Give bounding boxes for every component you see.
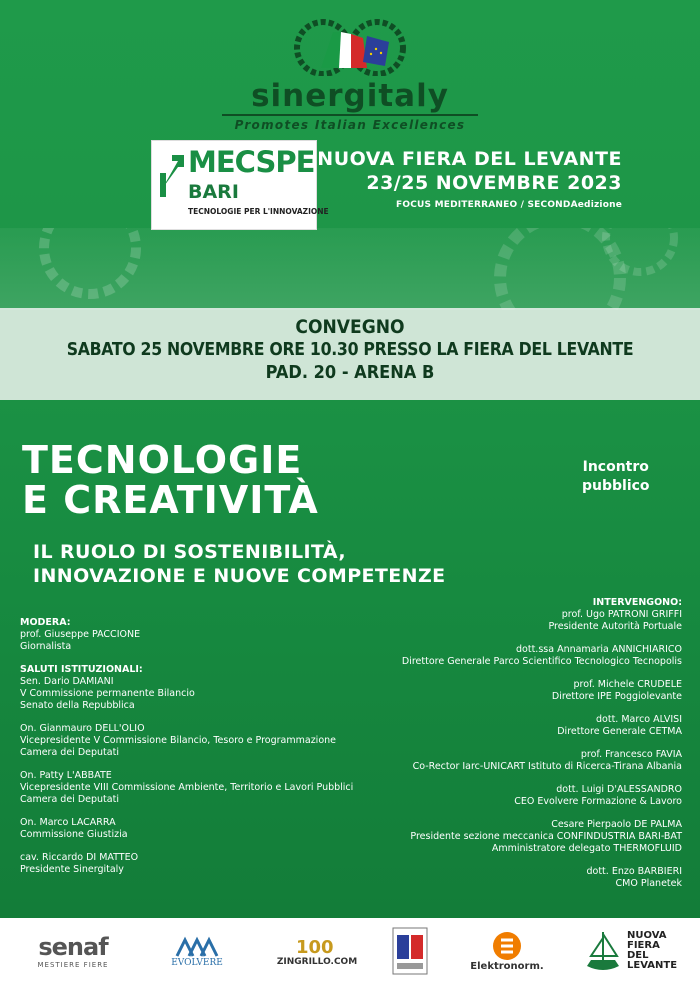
brand-name: sinergitaly	[251, 78, 449, 114]
greeting-group-4	[20, 817, 400, 841]
evolvere-logo	[160, 918, 234, 984]
speaker-group-1	[352, 597, 682, 633]
nuova-fiera-name: NUOVA FIERA DEL LEVANTE	[627, 930, 678, 971]
brand-underline	[222, 114, 478, 116]
speaker-role: Co-Rector Iarc-UNICART Istituto di Ricerca-Tirana Albania	[412, 761, 682, 772]
greeting-name: On. Marco LACARRA	[20, 817, 116, 828]
title-line-2: E CREATIVITÀ	[22, 478, 319, 522]
speaker-name: prof. Francesco FAVIA	[580, 749, 682, 760]
moderator-group	[20, 617, 400, 653]
brand-tagline: Promotes Italian Excellences	[234, 118, 466, 132]
greeting-role: Vicepresidente V Commissione Bilancio, Tesoro e Programmazione	[20, 735, 336, 746]
sponsors-strip	[0, 918, 700, 984]
speaker-role: CMO Planetek	[615, 878, 682, 889]
gear-flag-icon	[293, 18, 407, 76]
senaf-logo	[18, 918, 128, 984]
right-column	[352, 597, 682, 901]
banner-location: PAD. 20 - ARENA B	[265, 362, 435, 383]
speaker-name: dott.ssa Annamaria ANNICHIARICO	[516, 644, 682, 655]
greeting-name: On. Gianmauro DELL'OLIO	[20, 723, 145, 734]
gears-decoration	[0, 228, 700, 310]
title-line-1: TECNOLOGIE	[22, 438, 303, 482]
greeting-role: Commissione Giustizia	[20, 829, 128, 840]
greeting-group-3	[20, 770, 400, 806]
moderator-heading: MODERA:	[20, 617, 71, 628]
moderator-role: Giornalista	[20, 641, 72, 652]
subtitle-line-2: INNOVAZIONE E NUOVE COMPETENZE	[33, 565, 446, 587]
greeting-group-5	[20, 852, 400, 876]
speaker-group-5	[352, 749, 682, 773]
speaker-group-8	[352, 866, 682, 890]
elektronorm-name: Elektronorm.	[470, 960, 544, 972]
fair-info	[317, 148, 622, 210]
zingrillo-name: ZINGRILLO.COM	[276, 957, 358, 967]
elektronorm-logo	[462, 918, 552, 984]
badge-line-1: Incontro	[582, 459, 649, 475]
speaker-group-2	[352, 644, 682, 668]
speaker-role: Presidente Autorità Portuale	[548, 621, 682, 632]
greetings-heading: SALUTI ISTITUZIONALI:	[20, 664, 143, 675]
fair-name: NUOVA FIERA DEL LEVANTE	[317, 148, 622, 170]
badge-line-2: pubblico	[582, 478, 650, 494]
subtitle	[33, 540, 446, 588]
speaker-role-2: Amministratore delegato THERMOFLUID	[491, 843, 682, 854]
greeting-org: Senato della Repubblica	[20, 700, 135, 711]
speaker-role: Direttore Generale Parco Scientifico Tecnologico Tecnopolis	[401, 656, 682, 667]
evolvere-name: EVOLVERE	[171, 958, 223, 968]
sinergitaly-logo	[0, 8, 700, 132]
speaker-name: prof. Michele CRUDELE	[573, 679, 682, 690]
senaf-name: senaf	[38, 933, 108, 961]
greeting-org: Camera dei Deputati	[20, 794, 119, 805]
fair-dates: 23/25 NOVEMBRE 2023	[366, 172, 622, 194]
zingrillo-logo	[268, 918, 366, 984]
greeting-name: cav. Riccardo DI MATTEO	[20, 852, 139, 863]
speaker-role: Presidente sezione meccanica CONFINDUSTRIA BARI-BAT	[410, 831, 682, 842]
speaker-group-3	[352, 679, 682, 703]
mecspe-city: BARI	[188, 181, 239, 203]
elektronorm-icon	[492, 931, 522, 961]
svg-text:100: 100	[296, 937, 334, 957]
banner-heading: CONVEGNO	[295, 316, 405, 338]
conference-banner	[0, 308, 700, 400]
speakers-heading: INTERVENGONO:	[592, 597, 682, 608]
public-meeting-badge	[582, 458, 650, 496]
arrow-icon	[160, 151, 184, 197]
speaker-role: Direttore IPE Poggiolevante	[551, 691, 682, 702]
fair-edition: FOCUS MEDITERRANEO / SECONDAedizione	[396, 200, 622, 210]
main-title	[22, 440, 319, 520]
speaker-name: dott. Enzo BARBIERI	[586, 866, 682, 877]
speaker-role: CEO Evolvere Formazione & Lavoro	[514, 796, 682, 807]
poggiolevante-crest-icon	[392, 927, 428, 975]
subtitle-line-1: IL RUOLO DI SOSTENIBILITÀ,	[33, 541, 346, 563]
evolvere-icon	[175, 934, 219, 958]
senaf-subtitle: MESTIERE FIERE	[37, 961, 109, 969]
mecspe-name: MECSPE	[188, 145, 315, 179]
speaker-name: dott. Luigi D'ALESSANDRO	[556, 784, 682, 795]
mecspe-logo	[151, 140, 329, 230]
greeting-name: Sen. Dario DAMIANI	[20, 676, 114, 687]
greeting-group-2	[20, 723, 400, 759]
greeting-role: Presidente Sinergitaly	[20, 864, 124, 875]
ship-icon	[583, 926, 623, 976]
banner-date: SABATO 25 NOVEMBRE ORE 10.30 PRESSO LA FIERA DEL LEVANTE	[66, 340, 634, 360]
speaker-name: Cesare Pierpaolo DE PALMA	[551, 819, 682, 830]
speaker-name: dott. Marco ALVISI	[596, 714, 682, 725]
greeting-role: V Commissione permanente Bilancio	[20, 688, 195, 699]
nuova-fiera-logo	[580, 918, 682, 984]
greeting-org: Camera dei Deputati	[20, 747, 119, 758]
poggiolevante-logo	[386, 918, 434, 984]
speaker-group-4	[352, 714, 682, 738]
greeting-role: Vicepresidente VIII Commissione Ambiente, Territorio e Lavori Pubblici	[20, 782, 354, 793]
gears-icon	[0, 228, 700, 310]
speaker-role: Direttore Generale CETMA	[557, 726, 682, 737]
greeting-name: On. Patty L'ABBATE	[20, 770, 112, 781]
greeting-group-1	[20, 664, 400, 712]
moderator-name: prof. Giuseppe PACCIONE	[20, 629, 141, 640]
speaker-group-7	[352, 819, 682, 855]
speaker-name: prof. Ugo PATRONI GRIFFI	[561, 609, 682, 620]
speaker-group-6	[352, 784, 682, 808]
zingrillo-icon	[294, 935, 340, 957]
mecspe-subtitle: TECNOLOGIE PER L'INNOVAZIONE	[188, 207, 329, 216]
left-column	[20, 617, 400, 887]
